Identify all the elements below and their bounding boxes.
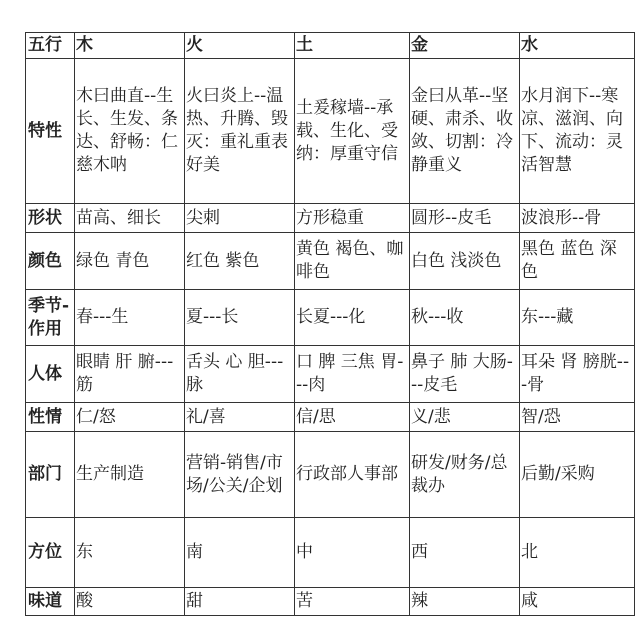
table-cell: 行政部人事部 bbox=[295, 432, 410, 518]
header-wood: 木 bbox=[75, 33, 185, 59]
row-label: 颜色 bbox=[26, 233, 75, 290]
table-cell: 南 bbox=[185, 518, 295, 588]
wuxing-table bbox=[25, 32, 635, 616]
row-traits bbox=[26, 59, 635, 204]
table-cell: 木曰曲直--生长、生发、条达、舒畅：仁慈木呐 bbox=[75, 59, 185, 204]
table-cell: 东 bbox=[75, 518, 185, 588]
table-cell: 苦 bbox=[295, 588, 410, 616]
table-cell: 秋---收 bbox=[410, 290, 520, 346]
table-cell: 后勤/采购 bbox=[520, 432, 635, 518]
table-cell: 绿色 青色 bbox=[75, 233, 185, 290]
table-cell: 土爰稼墙--承载、生化、受纳：厚重守信 bbox=[295, 59, 410, 204]
table-cell: 研发/财务/总裁办 bbox=[410, 432, 520, 518]
table-cell: 眼睛 肝 腑---筋 bbox=[75, 346, 185, 403]
header-row bbox=[26, 33, 635, 59]
table-cell: 鼻子 肺 大肠---皮毛 bbox=[410, 346, 520, 403]
table-cell: 酸 bbox=[75, 588, 185, 616]
row-body bbox=[26, 346, 635, 403]
table-cell: 耳朵 肾 膀胱---骨 bbox=[520, 346, 635, 403]
table-cell: 圆形--皮毛 bbox=[410, 204, 520, 233]
table-cell: 辣 bbox=[410, 588, 520, 616]
table-cell: 中 bbox=[295, 518, 410, 588]
table-cell: 波浪形--骨 bbox=[520, 204, 635, 233]
table-cell: 春---生 bbox=[75, 290, 185, 346]
table-cell: 红色 紫色 bbox=[185, 233, 295, 290]
row-label: 特性 bbox=[26, 59, 75, 204]
row-temperament bbox=[26, 403, 635, 432]
table-cell: 长夏---化 bbox=[295, 290, 410, 346]
row-shape bbox=[26, 204, 635, 233]
table-cell: 北 bbox=[520, 518, 635, 588]
table-cell: 黑色 蓝色 深色 bbox=[520, 233, 635, 290]
table-cell: 夏---长 bbox=[185, 290, 295, 346]
table-cell: 尖刺 bbox=[185, 204, 295, 233]
row-season bbox=[26, 290, 635, 346]
table-cell: 水月润下--寒凉、滋润、向下、流动：灵活智慧 bbox=[520, 59, 635, 204]
table-cell: 仁/怒 bbox=[75, 403, 185, 432]
table-cell: 信/思 bbox=[295, 403, 410, 432]
row-direction bbox=[26, 518, 635, 588]
table-cell: 金曰从革--坚硬、肃杀、收敛、切割：冷静重义 bbox=[410, 59, 520, 204]
header-earth: 土 bbox=[295, 33, 410, 59]
table-cell: 舌头 心 胆---脉 bbox=[185, 346, 295, 403]
table-cell: 咸 bbox=[520, 588, 635, 616]
table-cell: 口 脾 三焦 胃---肉 bbox=[295, 346, 410, 403]
header-fire: 火 bbox=[185, 33, 295, 59]
table-cell: 营销-销售/市场/公关/企划 bbox=[185, 432, 295, 518]
row-label: 形状 bbox=[26, 204, 75, 233]
table-cell: 东---藏 bbox=[520, 290, 635, 346]
table-cell: 白色 浅淡色 bbox=[410, 233, 520, 290]
row-label: 方位 bbox=[26, 518, 75, 588]
table-cell: 智/恐 bbox=[520, 403, 635, 432]
table-cell: 生产制造 bbox=[75, 432, 185, 518]
row-label: 味道 bbox=[26, 588, 75, 616]
table-cell: 黄色 褐色、咖啡色 bbox=[295, 233, 410, 290]
row-label: 人体 bbox=[26, 346, 75, 403]
header-metal: 金 bbox=[410, 33, 520, 59]
row-color bbox=[26, 233, 635, 290]
table-cell: 方形稳重 bbox=[295, 204, 410, 233]
table-container bbox=[25, 32, 635, 616]
table-cell: 礼/喜 bbox=[185, 403, 295, 432]
row-label: 性情 bbox=[26, 403, 75, 432]
table-cell: 西 bbox=[410, 518, 520, 588]
header-water: 水 bbox=[520, 33, 635, 59]
row-taste bbox=[26, 588, 635, 616]
row-label: 季节-作用 bbox=[26, 290, 75, 346]
header-wuxing: 五行 bbox=[26, 33, 75, 59]
table-cell: 火曰炎上--温热、升腾、毁灭：重礼重表好美 bbox=[185, 59, 295, 204]
table-cell: 义/悲 bbox=[410, 403, 520, 432]
row-department bbox=[26, 432, 635, 518]
table-cell: 苗高、细长 bbox=[75, 204, 185, 233]
table-cell: 甜 bbox=[185, 588, 295, 616]
row-label: 部门 bbox=[26, 432, 75, 518]
